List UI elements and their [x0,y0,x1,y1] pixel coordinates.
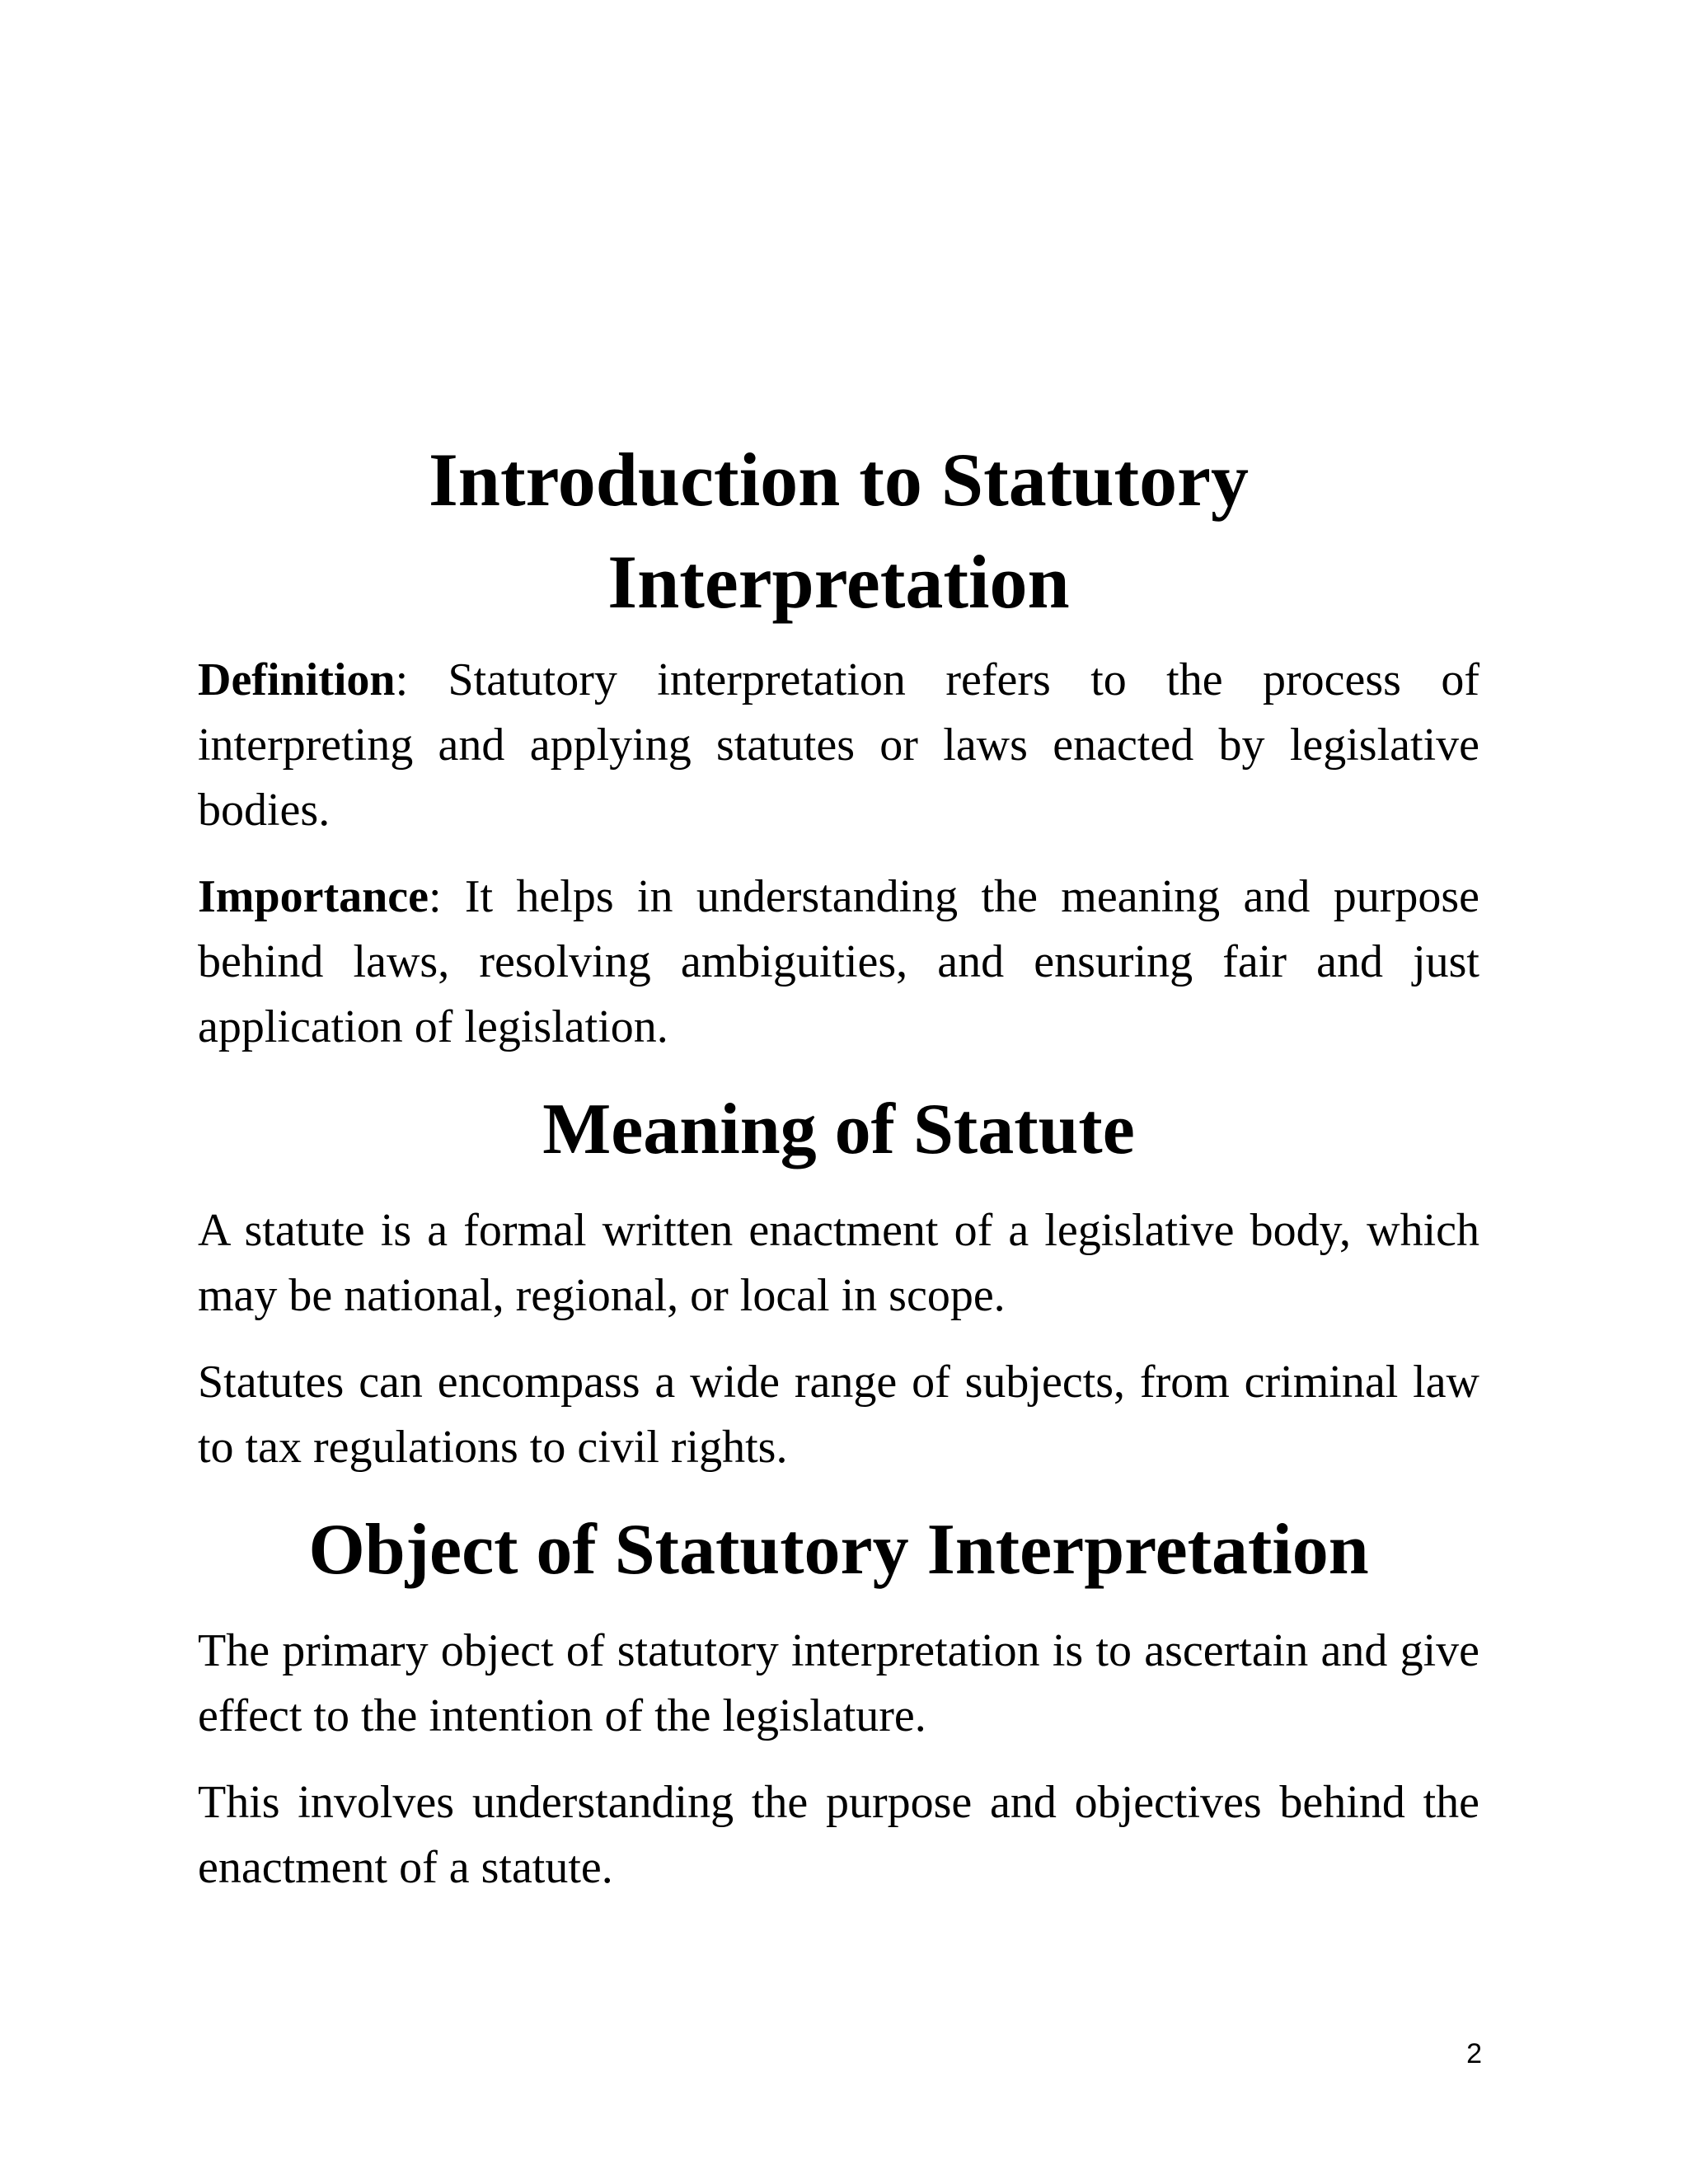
object-paragraph: This involves understanding the purpose and objectives behind the enactment of a statute. [198,1777,1479,1893]
definition-text: : Statutory interpretation refers to the process of interpreting and applying statutes or laws enacted by legislative bodies. [198,654,1479,836]
definition-label: Definition [198,654,396,705]
definition-paragraph [198,648,1479,843]
importance-text: : It helps in understanding the meaning and purpose behind laws, resolving ambiguities, and ensuring fair and just application of legislation. [198,871,1479,1052]
object-paragraph: The primary object of statutory interpretation is to ascertain and give effect to the intention of the legislature. [198,1625,1479,1741]
object-heading: Object of Statutory Interpretation [308,1510,1369,1590]
page-number: 2 [1466,2038,1482,2069]
meaning-paragraph: A statute is a formal written enactment of a legislative body, which may be national, regional, or local in scope. [198,1205,1479,1321]
meaning-heading: Meaning of Statute [542,1090,1135,1169]
importance-paragraph [198,865,1479,1060]
importance-label: Importance [198,871,429,922]
page-content [198,429,1479,1922]
meaning-paragraph: Statutes can encompass a wide range of subjects, from criminal law to tax regulations to civil rights. [198,1357,1479,1473]
page-title: Introduction to Statutory Interpretation [428,438,1250,624]
